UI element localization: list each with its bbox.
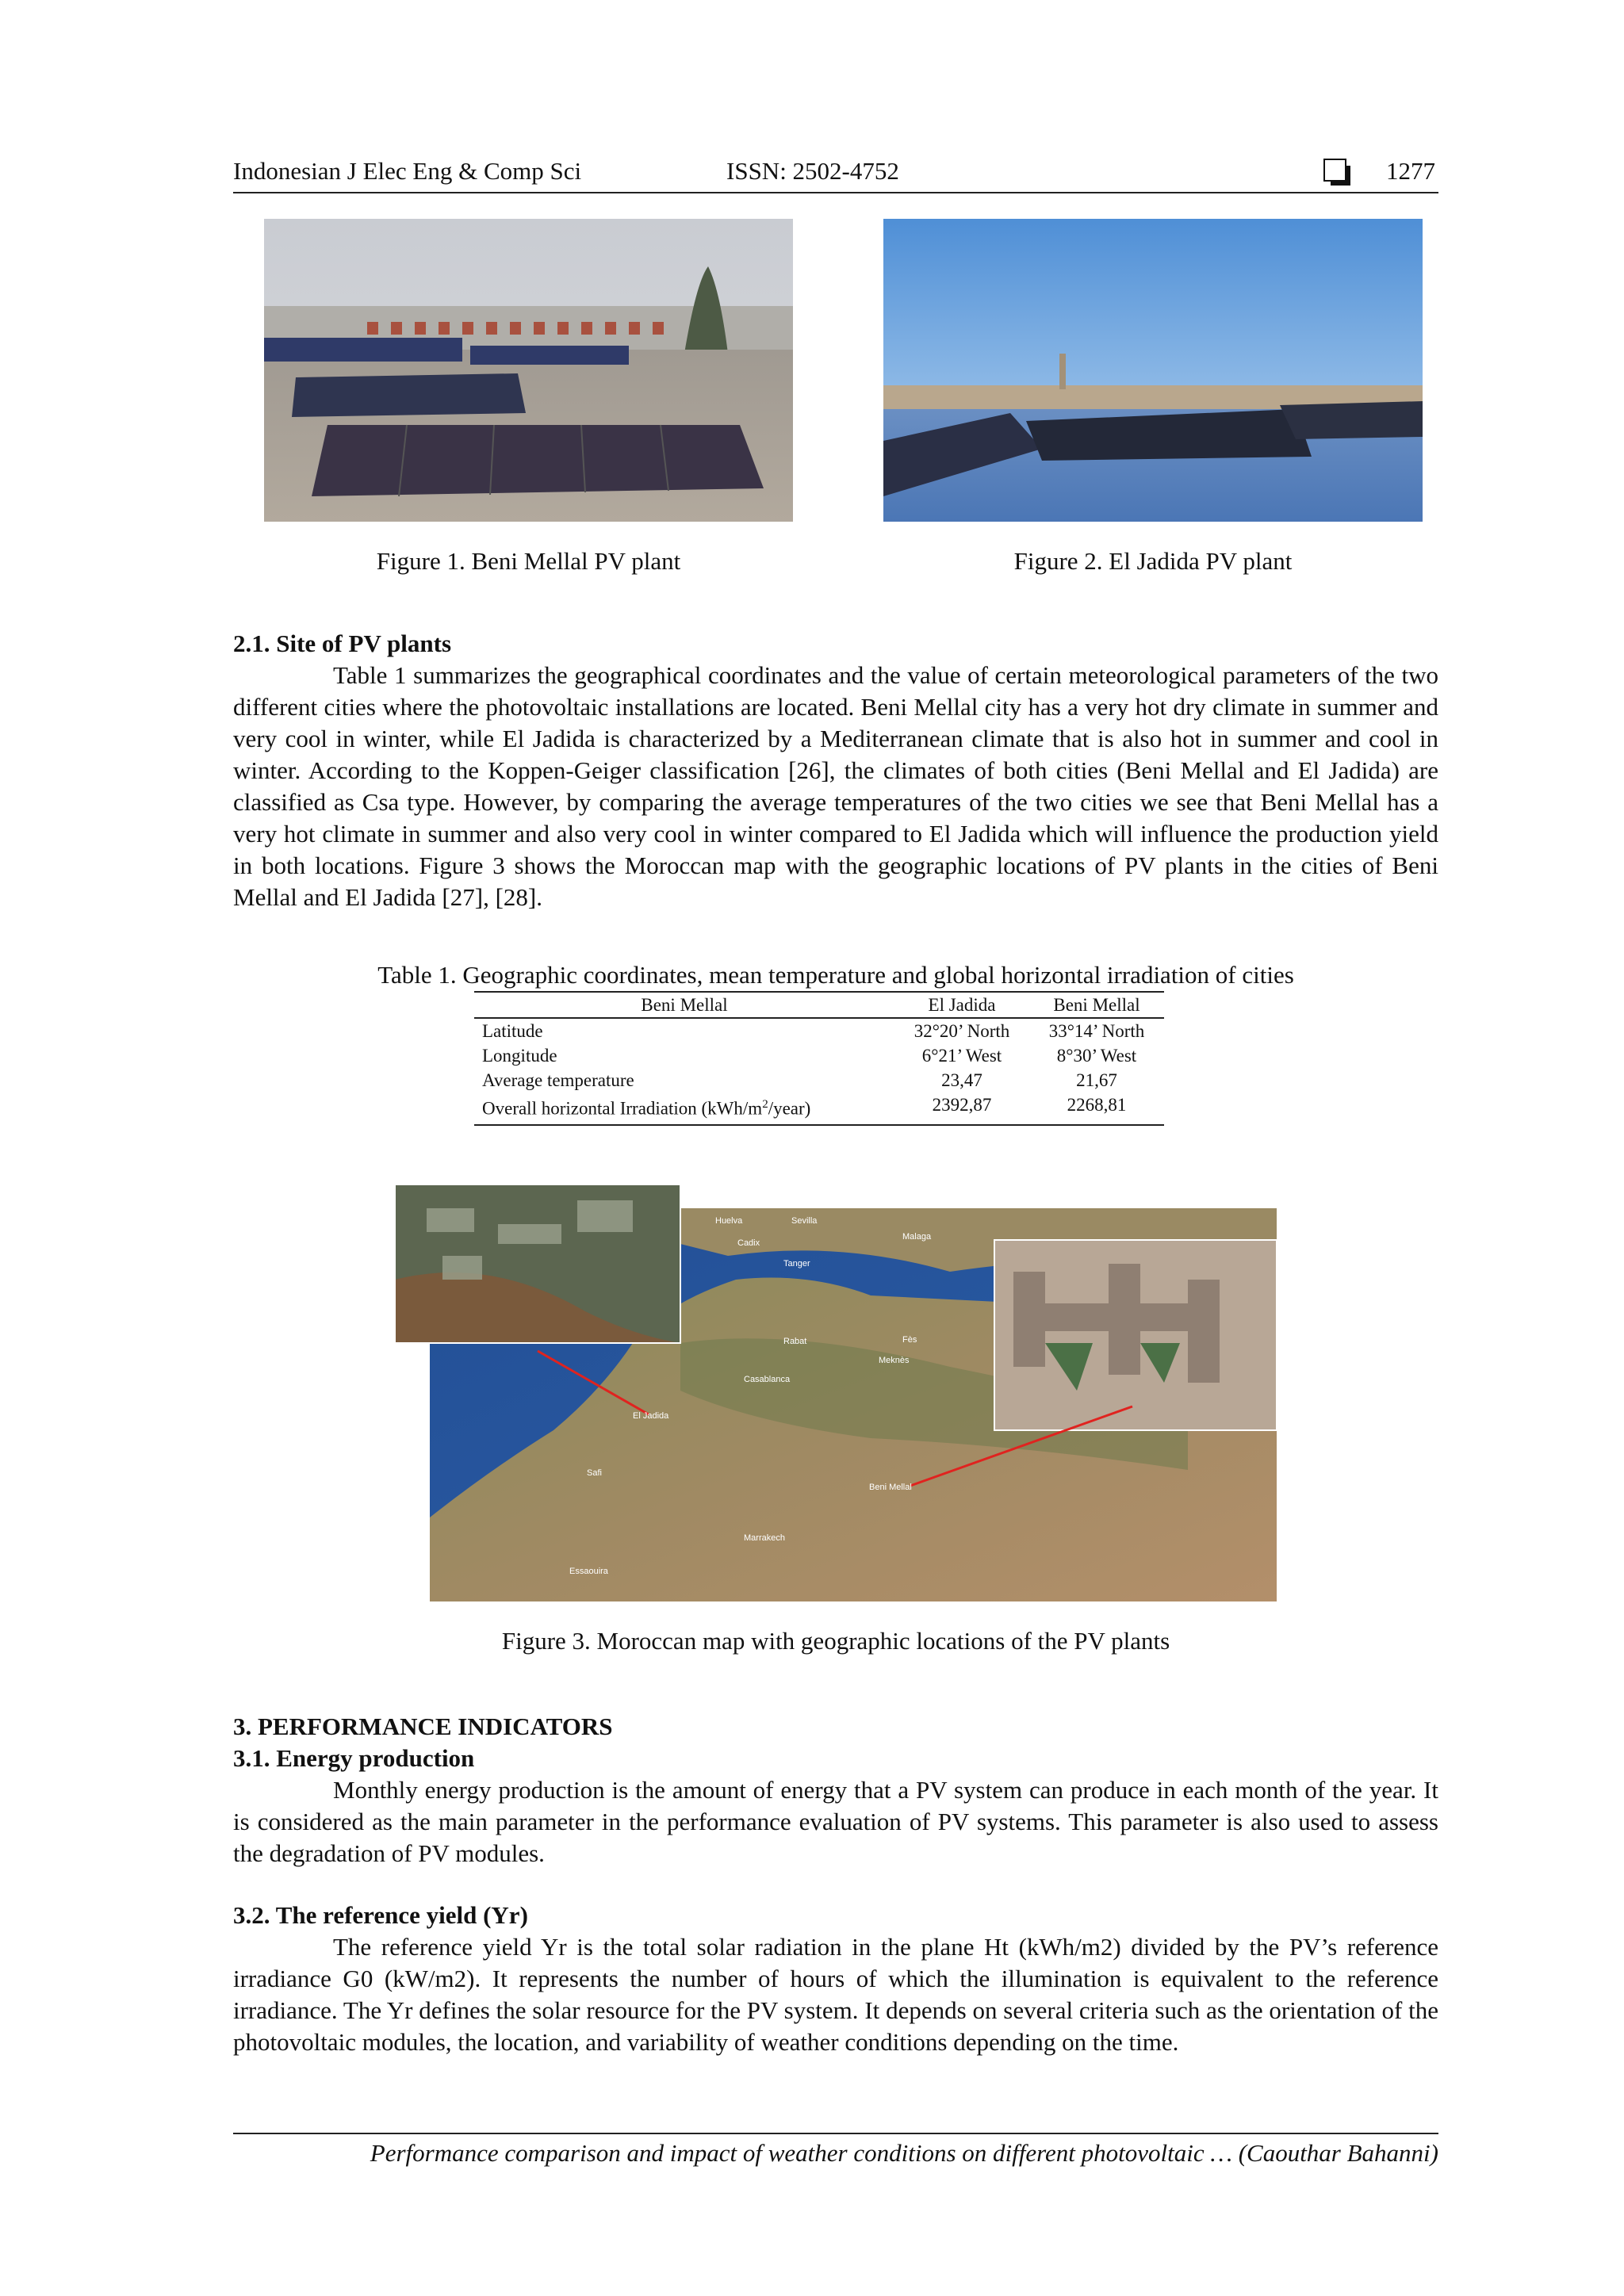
square-bullet-icon [1323,159,1346,182]
table-header: Beni Mellal [1029,992,1164,1018]
map-label-beni-mellal: Beni Mellal [869,1483,912,1492]
map-label-rabat: Rabat [783,1337,807,1346]
table-row [474,1018,1164,1043]
table-1-caption: Table 1. Geographic coordinates, mean temperature and global horizontal irradiation of cities [377,961,1294,989]
figure-3-map [395,1184,1277,1601]
map-label-murcia: Murcia [1045,1191,1072,1200]
map-label-el-jadida: El Jadida [633,1411,669,1421]
map-label-huelva: Huelva [715,1216,743,1226]
section-2-1-paragraph: Table 1 summarizes the geographical coordinates and the value of certain meteorological parameters of the two different cities where the photovoltaic installations are located. Beni Mellal city has a very hot dry climate in summer and very cool in winter, while El Jadida is characterized by a Mediterranean climate that is also hot in summer and cool in winter. According to the Koppen-Geiger classification [26], the climates of both cities (Beni Mellal and El Jadida) are classified as Csa type. However, by comparing the average temperatures of the two cities we see that Beni Mellal has a very hot climate in summer and also very cool in winter compared to El Jadida which will influence the production yield in both locations. Figure 3 shows the Moroccan map with the geographic locations of PV plants in the cities of Beni Mellal and El Jadida [27], [28]. [233,661,1438,911]
table-row [474,1093,1164,1125]
table-cell: 21,67 [1076,1070,1117,1090]
section-3-1-heading: 3.1. Energy production [233,1744,475,1772]
journal-name: Indonesian J Elec Eng & Comp Sci [233,157,582,185]
map-label-essaouira: Essaouira [569,1567,608,1576]
table-cell: Average temperature [482,1070,634,1090]
table-header: Beni Mellal [474,992,894,1018]
figure-3-caption: Figure 3. Moroccan map with geographic locations of the PV plants [501,1627,1170,1655]
map-label-meknes: Meknès [879,1356,910,1365]
map-label-palma: Palma [1172,1191,1197,1200]
table-cell: 23,47 [941,1070,982,1090]
figure-2-photo [883,219,1423,522]
section-3-heading: 3. PERFORMANCE INDICATORS [233,1712,613,1740]
table-header: El Jadida [894,992,1029,1018]
section-3-2-heading: 3.2. The reference yield (Yr) [233,1901,528,1929]
map-label-fes: Fès [902,1335,917,1345]
figure-1-caption: Figure 1. Beni Mellal PV plant [376,547,681,575]
table-cell-irradiation: Overall horizontal Irradiation $(kWh/m^2/year)$ [474,1093,894,1125]
map-label-casablanca: Casablanca [744,1375,791,1384]
table-cell: 2268,81 [1029,1093,1164,1125]
map-label-marrakech: Marrakech [744,1533,785,1543]
table-cell: 6°21’ West [921,1046,1002,1066]
section-3-2-paragraph: The reference yield Yr is the total solar radiation in the plane Ht (kWh/m2) divided by the PV’s reference irradiance G0 (kW/m2). It represents the number of hours of which the illumination is equivalent to the reference irradiance. The Yr defines the solar resource for the PV system. It depends on several criteria such as the orientation of the photovoltaic modules, the location, and variability of weather conditions depending on the time. [233,1933,1438,2056]
table-cell: Longitude [482,1046,557,1066]
table-row [474,1068,1164,1093]
issn: ISSN: 2502-4752 [726,157,899,185]
table-cell: 8°30’ West [1056,1046,1137,1066]
section-3-1-paragraph: Monthly energy production is the amount of energy that a PV system can produce in each month of the year. It is considered as the main parameter in the performance evaluation of PV systems. This parameter is also used to assess the degradation of PV modules. [233,1776,1438,1867]
map-label-cadiz: Cadix [737,1238,760,1248]
map-label-sevilla: Sevilla [791,1216,818,1226]
table-1 [474,991,1164,1126]
table-row [474,1043,1164,1068]
figure-2-caption: Figure 2. El Jadida PV plant [1013,547,1293,575]
page-number: 1277 [1386,157,1435,185]
table-cell: 33°14’ North [1048,1021,1145,1041]
map-label-tanger: Tanger [783,1259,810,1269]
page-footer: Performance comparison and impact of weather conditions on different photovoltaic … (Caouthar Bahanni) [233,2133,1438,2168]
figure-1-photo [264,219,793,522]
section-2-1-heading: 2.1. Site of PV plants [233,629,452,657]
map-label-safi: Safi [587,1468,602,1478]
table-cell: Latitude [482,1021,543,1041]
map-label-malaga: Malaga [902,1232,932,1242]
table-cell: 2392,87 [894,1093,1029,1125]
map-label-cordoba: Cordoba [839,1191,873,1200]
page-header [233,154,1438,193]
table-cell: 32°20’ North [914,1021,1010,1041]
